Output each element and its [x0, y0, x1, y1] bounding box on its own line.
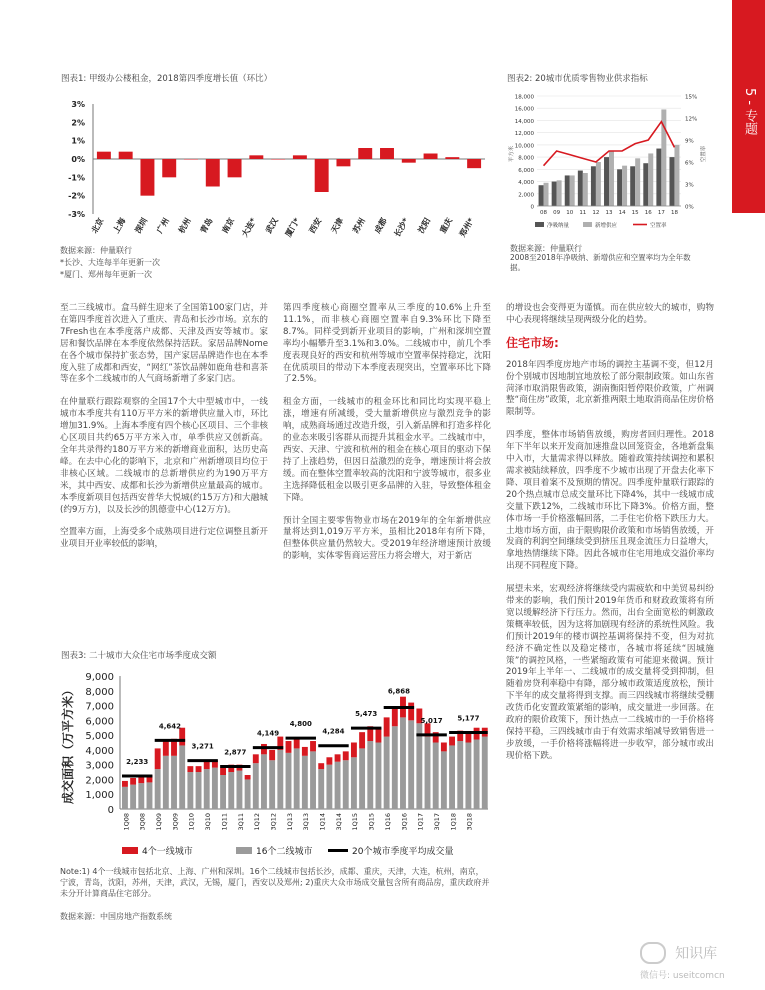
- x-tick-label: 郑州*: [457, 216, 476, 239]
- x-tick-label: 3Q12: [269, 813, 278, 831]
- bar-tier2: [302, 756, 308, 809]
- bar-new-supply: [622, 166, 627, 206]
- legend-swatch-tier1: [122, 847, 138, 854]
- avg-value-label: 6,868: [387, 687, 410, 696]
- y-tick-label: 1,000: [85, 790, 114, 802]
- fig3-source: 数据来源：中国房地产指数系统: [60, 912, 172, 921]
- paragraph: 第四季度核心商圈空置率从三季度的10.6%上升至11.1%，而非核心商圈空置率自9.3%环比下降至8.7%。同样受到新开业项目的影响，广州和深圳空置率均小幅攀升至3.1%和3.0%。二线城市中，前几个季度表现良好的西安和杭州等城市空置率保持稳定，沈阳在优质项目的带动下本季度表现突出，空置率环比下降了2.5%。: [283, 303, 491, 385]
- x-tick-label: 1Q11: [220, 813, 229, 831]
- bar: [140, 159, 154, 196]
- paragraph: 展望未来，宏观经济将继续受内需疲软和中美贸易纠纷带来的影响，我们预计2019年货币和财政政策将有所宽以缓解经济下行压力。然而，出台全面宽松的刺激政策概率较低，因为这将加剧现有经济的系统性风险。我们预计2019年的楼市调控基调将保持不变，但为对抗经济不确定性以及稳定楼市，各城市将延续“因城施策”的调控风格，一些紧缩政策有可能迎来微调。预计2019年上半年一、二线城市的成交量将受到抑制，但随着房贷利率稳中有降，部分城市政策适度放松，预计下半年的成交量将得到支撑。而三四线城市将继续受棚改货币化安置政策紧缩的影响，成交量进一步回落。在政府的限价政策下，预计热点一二线城市的一手价格将保持平稳，三四线城市由于有效需求缩减导致销售进一步放缓，一手价格将涨幅将进一步收窄，部分城市或出现价格下跌。: [506, 584, 714, 761]
- bar-tier1: [204, 762, 210, 769]
- bar: [184, 159, 198, 160]
- bar-tier2: [384, 737, 390, 809]
- bar-tier2: [474, 740, 480, 809]
- x-tick-label: 重庆: [438, 216, 455, 235]
- x-tick-label: 成都: [372, 216, 389, 235]
- paragraph: 四季度，整体市场销售放缓，购房者回归理性。2018年下半年以来开发商加速推盘以回笼资金，各地新盘集中入市，大量需求得以释放。随着政策持续调控和累积需求被陆续释放，四季度不少城市出现了开盘去化率下降、项目着案不及预期的情况。四季度仲量联行跟踪的20个热点城市总成交量环比下降4%，其中一线城市成交量下跌12%，二线城市环比下降3%。价格方面，整体市场一手价格涨幅回落，二手住宅价格下跌压力大。土地市场方面，由于限购限价政策和市场销售放缓，开发商的利润空间继续受到挤压且现金流压力日益增大，拿地热情继续下降。因此各城市住宅用地成交溢价率均出现不同程度下降。: [506, 430, 714, 572]
- bar: [162, 159, 176, 177]
- bar: [206, 159, 220, 187]
- y-tick-label: -2%: [68, 191, 85, 201]
- bar-tier2: [408, 720, 414, 809]
- bar-tier2: [147, 782, 153, 809]
- y-tick-label: 2%: [71, 118, 85, 128]
- bar-new-supply: [635, 158, 640, 206]
- x-tick-label: 武汉: [264, 216, 280, 235]
- bar-tier2: [228, 772, 234, 809]
- x-tick-label: 厦门*: [283, 216, 302, 239]
- bar-new-supply: [544, 183, 549, 206]
- bar-absorption: [669, 157, 674, 206]
- bar-tier1: [253, 754, 259, 763]
- chapter-tab: [732, 0, 765, 213]
- bar-tier2: [392, 726, 398, 809]
- bar-tier2: [212, 768, 218, 809]
- fig1-source: 数据来源：仲量联行: [60, 246, 132, 255]
- bar-tier1: [326, 757, 332, 764]
- bar-tier1: [376, 728, 382, 743]
- x-tick-label: 12: [592, 210, 600, 216]
- bar: [424, 154, 438, 160]
- bar-tier1: [187, 766, 193, 772]
- x-tick-label: 09: [553, 210, 561, 216]
- x-tick-label: 08: [540, 210, 548, 216]
- x-tick-label: 沈阳: [416, 216, 433, 235]
- y-tick-label: 0%: [71, 155, 85, 164]
- y-tick-label: 6,000: [518, 167, 534, 174]
- bar-tier1: [155, 748, 161, 769]
- fig2-source: 数据来源：仲量联行: [510, 244, 582, 253]
- x-tick-label: 10: [566, 210, 574, 216]
- y2-axis-label: 空置率: [701, 145, 707, 163]
- x-tick-label: 18: [670, 210, 678, 216]
- y-tick-label: 0: [107, 805, 114, 816]
- watermark: [640, 942, 750, 981]
- bar-tier1: [220, 768, 226, 775]
- bar-tier2: [457, 741, 463, 809]
- bar-tier1: [318, 763, 324, 769]
- bar-tier1: [335, 754, 341, 761]
- x-tick-label: 3Q18: [465, 813, 474, 831]
- x-tick-label: 3Q15: [367, 813, 376, 831]
- legend-label-absorption: 净吸纳量: [547, 223, 570, 229]
- bar-tier1: [441, 743, 447, 752]
- fig1-chart: [55, 92, 490, 242]
- bar-tier1: [343, 751, 349, 760]
- fig1-note-2: *厦门、郑州每年更新一次: [60, 270, 152, 279]
- x-tick-label: 上海: [111, 216, 128, 235]
- y-tick-label: 12,000: [514, 131, 534, 138]
- x-tick-label: 3Q16: [400, 813, 409, 831]
- x-tick-label: 17: [657, 210, 665, 216]
- bar-tier2: [449, 745, 455, 809]
- avg-value-label: 4,284: [322, 727, 345, 736]
- bar-absorption: [578, 171, 583, 206]
- bar-tier1: [269, 750, 275, 760]
- x-tick-label: 3Q14: [334, 813, 343, 831]
- y2-tick-label: 12%: [685, 116, 698, 123]
- x-tick-label: 1Q09: [154, 813, 163, 831]
- paragraph: 的增设也会变得更为谨慎。而在供应较大的城市，购物中心表现将继续呈现两级分化的趋势。: [506, 303, 714, 325]
- x-tick-label: 14: [618, 210, 626, 216]
- y-tick-label: 1%: [71, 136, 85, 146]
- bar-tier2: [482, 737, 488, 809]
- paragraph: 预计全国主要零售物业市场在2019年的全年新增供应量将达到1,019万平方米，虽相比2018年有所下降，但整体供应量仍然较大。受2019年经济增速预计放缓的影响，实体零售商运营压力将会增大，对于新店: [283, 515, 491, 562]
- bar-tier2: [187, 772, 193, 809]
- bar-tier2: [130, 785, 136, 809]
- bar-tier1: [408, 703, 414, 721]
- legend-swatch-new-supply: [583, 222, 592, 227]
- bar: [358, 148, 372, 159]
- x-tick-label: 15: [631, 210, 639, 216]
- x-tick-label: 1Q18: [449, 813, 458, 831]
- bar-tier2: [441, 751, 447, 809]
- x-tick-label: 青岛: [198, 216, 215, 235]
- bar-new-supply: [557, 180, 562, 206]
- bar-absorption: [604, 157, 609, 206]
- chapter-tab-label: 5 - 专题: [742, 88, 757, 136]
- bar-tier2: [335, 762, 341, 809]
- bar-tier2: [433, 743, 439, 810]
- fig2-title: 图表2: 20城市优质零售物业供求指标: [507, 74, 648, 84]
- bar-tier2: [261, 754, 267, 809]
- y-axis-label: 成交面积（万平方米）: [61, 683, 75, 805]
- fig1-title: 图表1: 甲级办公楼租金，2018第四季度增长值（环比）: [61, 74, 273, 84]
- x-tick-label: 北京: [89, 216, 106, 235]
- fig3-chart: [58, 666, 495, 861]
- avg-value-label: 2,233: [126, 758, 149, 767]
- bar-tier1: [286, 741, 292, 753]
- y-tick-label: 10,000: [514, 143, 534, 150]
- legend-label-tier2: 16个二线城市: [256, 847, 313, 857]
- bar-tier2: [367, 741, 373, 809]
- x-tick-label: 长沙*: [392, 216, 411, 239]
- bar-tier2: [269, 760, 275, 809]
- fig2-note: 2008至2018年净吸纳、新增供应和空置率均为全年数据。: [510, 253, 691, 272]
- avg-value-label: 3,271: [191, 742, 214, 751]
- avg-value-label: 4,149: [256, 729, 280, 738]
- bar-tier2: [351, 757, 357, 809]
- y-tick-label: 3,000: [85, 760, 114, 772]
- bar-new-supply: [583, 173, 588, 206]
- bar-tier1: [245, 775, 251, 779]
- x-tick-label: 3Q11: [236, 813, 245, 831]
- y-tick-label: 4,000: [85, 745, 114, 757]
- y-tick-label: 9,000: [85, 672, 114, 683]
- bar-tier2: [376, 743, 382, 810]
- avg-value-label: 5,177: [457, 714, 480, 723]
- bar: [315, 159, 329, 192]
- y2-tick-label: 9%: [685, 138, 694, 145]
- bar-new-supply: [648, 153, 653, 206]
- x-tick-label: 3Q17: [433, 813, 442, 831]
- y-tick-label: 4,000: [518, 180, 534, 187]
- bar-new-supply: [609, 151, 614, 206]
- bar-tier2: [343, 760, 349, 809]
- bar: [271, 159, 285, 160]
- paragraph: 租金方面，一线城市的租金环比和同比均实现平稳上涨，增速有所减缓，受大量新增供应与激烈竞争的影响，成熟商场通过改造升级，引入新品牌和打造多样化的业态来吸引客群从而提升其租金水平。二线城市中，西安、天津、宁波和杭州的租金在核心项目的驱动下保持了上涨趋势，但因日益激烈的竞争，增速预计将会放缓。而在整体空置率较高的沈阳和宁波等城市，很多业主选择降低租金以吸引更多品牌的入驻，导致整体租金下降。: [283, 397, 491, 503]
- bar: [249, 155, 263, 159]
- paragraph: 在仲量联行跟踪观察的全国17个大中型城市中，一线城市本季度共有110万平方米的新增供应量入市，环比增加31.9%。上海本季度有四个核心区项目、三个非核心区项目共约65万平方米入市，单季供应又创新高。全年共录得约180万平方米的新增商业面积，达历史高峰。在去中心化的影响下，北京和广州新增项目均位于非核心区域。二线城市的总新增供应约为190万平方米，其中西安、成都和长沙为新增供应量最高的城市。本季度新项目包括西安普华大悦城(约15万方)和大融城(约9万方)，以及长沙的凯德壹中心(12万方)。: [60, 397, 268, 515]
- y-tick-label: -1%: [68, 173, 85, 183]
- avg-value-label: 4,800: [289, 720, 312, 729]
- y-axis-label: 平方米: [509, 145, 515, 163]
- bar-tier2: [171, 756, 177, 809]
- x-tick-label: 3Q10: [204, 813, 213, 831]
- bar-tier2: [155, 769, 161, 809]
- bar-tier2: [236, 771, 242, 809]
- x-tick-label: 1Q17: [416, 813, 425, 831]
- x-tick-label: 3Q08: [138, 813, 147, 831]
- y-tick-label: 2,000: [518, 192, 534, 199]
- y-tick-label: 16,000: [514, 106, 534, 113]
- bar-tier1: [351, 743, 357, 758]
- bar-absorption: [617, 169, 622, 206]
- bar-tier1: [359, 732, 365, 748]
- fig3-title: 图表3: 二十城市大众住宅市场季度成交额: [61, 651, 217, 661]
- bar-tier2: [163, 756, 169, 809]
- bar-tier1: [163, 740, 169, 756]
- watermark-sub: 微信号: useitcomcn: [640, 971, 725, 981]
- avg-value-label: 4,642: [158, 722, 181, 731]
- bar-tier1: [130, 778, 136, 785]
- x-tick-label: 3Q13: [302, 813, 311, 831]
- bar-new-supply: [674, 145, 679, 206]
- watermark-brand: 知识库: [675, 946, 718, 962]
- bar-tier2: [138, 783, 144, 809]
- bar: [467, 159, 481, 168]
- x-tick-label: 1Q15: [351, 813, 360, 831]
- y-tick-label: 18,000: [514, 94, 534, 101]
- bar: [97, 152, 111, 159]
- text-column-1: [60, 303, 268, 562]
- text-column-2: [283, 303, 491, 574]
- y-tick-label: 6,000: [85, 716, 114, 728]
- legend-label-tier1: 4个一线城市: [142, 847, 193, 857]
- bar: [445, 157, 459, 159]
- y-tick-label: 8,000: [85, 686, 114, 698]
- y-tick-label: -3%: [68, 210, 85, 219]
- bar-absorption: [539, 185, 544, 206]
- avg-value-label: 5,017: [420, 716, 443, 725]
- bar-tier2: [204, 769, 210, 809]
- fig1-note-1: *长沙、大连每半年更新一次: [60, 258, 160, 267]
- bar-tier2: [277, 750, 283, 809]
- bar-tier1: [196, 766, 202, 772]
- bar-absorption: [565, 175, 570, 206]
- fig3-note: Note:1) 4个一线城市包括北京、上海、广州和深圳。16个二线城市包括长沙，成都、重庆，天津，大连，杭州，南京，宁波，青岛，沈阳，苏州，天津，武汉，无锡，厦门，西安以及郑州; 2)重庆大众市场成交量包含所有商品房，重庆政府并未分开计算商品住宅部分。: [60, 867, 490, 898]
- bar-tier2: [318, 769, 324, 809]
- bar: [293, 155, 307, 159]
- bar-absorption: [552, 182, 557, 206]
- x-tick-label: 3Q09: [171, 813, 180, 831]
- bar-tier1: [392, 707, 398, 726]
- legend-label-avg: 20个城市季度平均成交量: [352, 847, 454, 857]
- bar-new-supply: [596, 162, 601, 206]
- legend-swatch-tier2: [236, 847, 252, 854]
- bar-absorption: [643, 163, 648, 206]
- watermark-icon: [640, 942, 666, 964]
- bar-tier2: [196, 772, 202, 809]
- y-tick-label: 7,000: [85, 701, 114, 713]
- legend-swatch-absorption: [535, 222, 544, 227]
- x-tick-label: 西安: [307, 216, 324, 235]
- y-tick-label: 14,000: [514, 118, 534, 125]
- x-tick-label: 苏州: [351, 216, 367, 235]
- bar: [228, 159, 242, 177]
- avg-value-label: 2,877: [224, 748, 247, 757]
- bar-tier2: [310, 751, 316, 809]
- bar-tier2: [294, 748, 300, 809]
- bar-tier2: [465, 743, 471, 810]
- bar-absorption: [630, 166, 635, 206]
- y-tick-label: 5,000: [85, 731, 114, 743]
- avg-value-label: 5,473: [355, 710, 378, 719]
- x-tick-label: 1Q10: [187, 813, 196, 831]
- x-tick-label: 杭州: [176, 216, 193, 235]
- x-tick-label: 大连*: [240, 216, 259, 239]
- bar-tier1: [122, 781, 128, 787]
- bar-tier1: [310, 741, 316, 751]
- bar-tier2: [179, 745, 185, 809]
- x-tick-label: 广州: [155, 216, 171, 235]
- x-tick-label: 1Q12: [253, 813, 262, 831]
- bar-tier2: [326, 765, 332, 809]
- legend-label-new-supply: 新增供应: [595, 223, 618, 229]
- bar-tier2: [253, 763, 259, 809]
- x-tick-label: 1Q08: [122, 813, 131, 831]
- bar-tier2: [220, 775, 226, 809]
- y-tick-label: 3%: [71, 100, 85, 109]
- y-tick-label: 2,000: [85, 775, 114, 787]
- legend-label-vacancy: 空置率: [650, 223, 667, 229]
- bar-tier2: [245, 779, 251, 809]
- bar: [336, 159, 350, 166]
- text-column-3: [506, 303, 714, 774]
- paragraph: 2018年四季度房地产市场的调控主基调不变，但12月份个别城市因地制宜地放松了部分限制政策。如山东省菏泽市取消限售政策，湖南衡阳暂停限价政策，广州调整“商住房”政策，北京新推两限土地取消商品住房价格限制等。: [506, 359, 714, 418]
- bar-tier1: [449, 737, 455, 746]
- bar-tier2: [286, 753, 292, 809]
- bar-tier1: [302, 747, 308, 756]
- y-tick-label: 8,000: [518, 155, 534, 162]
- x-tick-label: 深圳: [133, 216, 150, 235]
- paragraph: 空置率方面，上海受多个成熟项目进行定位调整且新开业项目开业率较低的影响，: [60, 527, 268, 550]
- x-tick-label: 天津: [329, 216, 346, 235]
- x-tick-label: 11: [579, 210, 587, 216]
- x-tick-label: 13: [605, 210, 613, 216]
- bar-absorption: [656, 149, 661, 206]
- y2-tick-label: 0%: [685, 204, 694, 211]
- x-tick-label: 1Q16: [383, 813, 392, 831]
- bar-tier2: [122, 787, 128, 809]
- bar: [402, 159, 416, 163]
- y2-tick-label: 3%: [685, 182, 694, 189]
- y2-tick-label: 15%: [685, 94, 698, 101]
- bar-tier2: [400, 717, 406, 809]
- fig2-chart: [505, 88, 713, 236]
- bar: [119, 152, 133, 159]
- x-tick-label: 16: [644, 210, 652, 216]
- bar: [380, 148, 394, 159]
- x-tick-label: 1Q14: [318, 813, 327, 831]
- bar-tier2: [425, 737, 431, 809]
- y2-tick-label: 6%: [685, 160, 694, 167]
- x-tick-label: 南京: [220, 216, 237, 235]
- x-tick-label: 1Q13: [285, 813, 294, 831]
- paragraph: 至二三线城市。盒马鲜生迎来了全国第100家门店，并在第四季度首次进入了重庆、青岛和长沙市场。京东的7Fresh也在本季度落户成都、天津及西安等城市。家居和餐饮品牌在本季度依然保持活跃。家居品牌Nome在各个城市保持扩张态势，国产家居品牌造作也在本季度入驻了成都和西安，“网红”茶饮品牌如鹿角巷和喜茶等在多个二线城市的人气商场新增了多家门店。: [60, 303, 268, 385]
- bar-new-supply: [570, 175, 575, 206]
- bar-tier1: [384, 717, 390, 736]
- section-heading-residential: 住宅市场:: [506, 335, 559, 350]
- bar-tier2: [359, 748, 365, 809]
- y-tick-label: 0: [530, 204, 534, 211]
- bar-absorption: [591, 166, 596, 206]
